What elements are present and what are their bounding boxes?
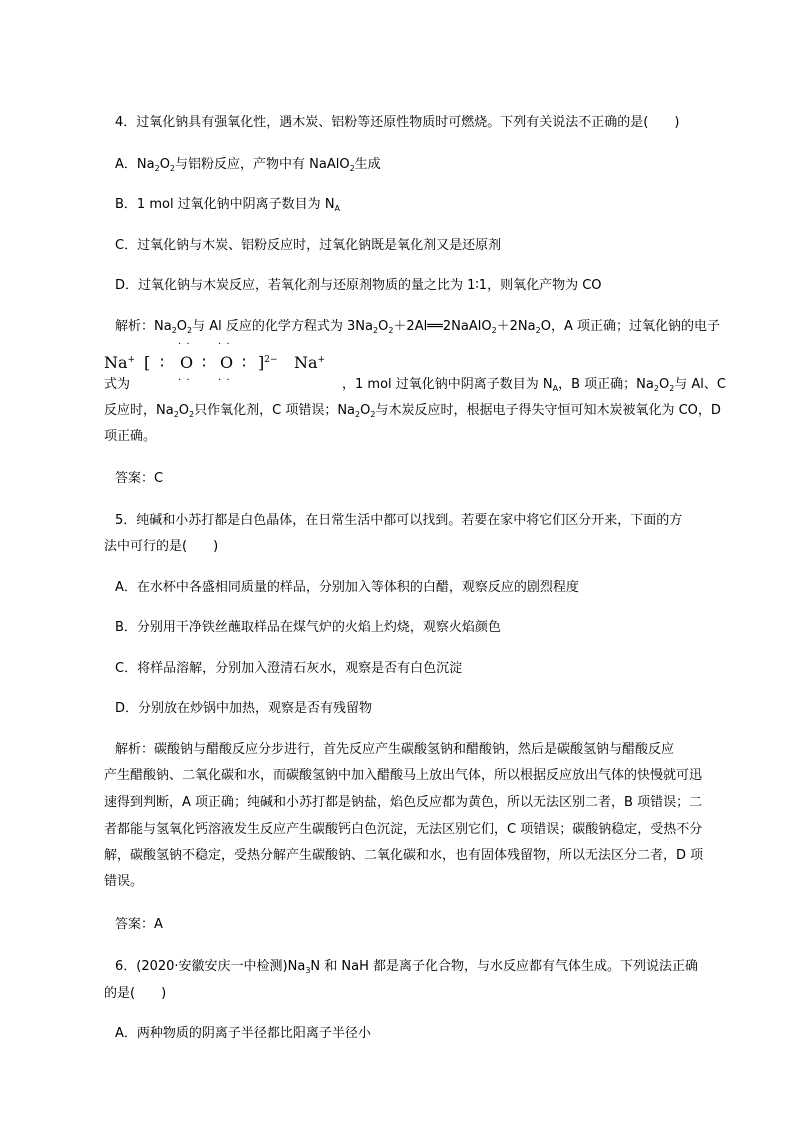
analysis-5-line-2: 产生醋酸钠、二氧化碳和水，而碳酸氢钠中加入醋酸马上放出气体，所以根据反应放出气体的快慢就可迅	[104, 768, 703, 783]
q4-option-a: A．$Na_2O_2$与铝粉反应，产物中有 NaAlO$_2$生成	[115, 157, 381, 173]
q6-option-a: A．两种物质的阴离子半径都比阳离子半径小	[115, 1026, 371, 1041]
left-bracket: [	[144, 353, 151, 372]
analysis-4-line-2a: 式为	[104, 377, 131, 392]
analysis-5-line-3: 速得到判断，A 项正确；纯碱和小苏打都是钠盐，焰色反应都为黄色，所以无法区别二者，B 项错误；二	[104, 795, 703, 810]
q4-stem: 4．过氧化钠具有强氧化性，遇木炭、铝粉等还原性物质时可燃烧。下列有关说法不正确的是( )	[115, 115, 680, 130]
q5-option-b: B．分别用干净铁丝蘸取样品在煤气炉的火焰上灼烧，观察火焰颜色	[115, 620, 501, 635]
analysis-4-line-1: 解析：$Na_2O_2$与 Al 反应的化学方程式为 $3Na_2O_2+2Al══2NaAlO_2+2Na_2O$，A 项正确；过氧化钠的电子	[115, 319, 720, 335]
q6-stem-line-1: 6．(2020·安徽安庆一中检测)$Na_3N$ 和 NaH 都是离子化合物，与水反应都有气体生成。下列说法正确	[115, 959, 699, 975]
q4-option-b: B．1 mol 过氧化钠中阴离子数目为 $N_A$	[115, 197, 341, 213]
q6-stem-line-2: 的是( )	[104, 986, 167, 1001]
electron-pair-2: ∶	[202, 353, 207, 372]
q5-stem-line-2: 法中可行的是( )	[104, 539, 219, 554]
answer-5: 答案：A	[115, 917, 163, 932]
analysis-5-line-6: 错误。	[104, 874, 144, 889]
oxygen-1: O	[180, 353, 194, 372]
electron-formula	[104, 339, 344, 387]
electron-dots-bottom-1: · ·	[178, 375, 191, 386]
answer-4: 答案：C	[115, 471, 164, 486]
sodium-ion-right: Na+	[294, 353, 326, 372]
analysis-5-line-5: 解，碳酸氢钠不稳定，受热分解产生碳酸钠、二氧化碳和水，也有固体残留物，所以无法区分二者，D 项	[104, 848, 704, 863]
analysis-4-line-3: 反应时，$Na_2O_2$只作氧化剂，C 项错误；$Na_2O_2$与木炭反应时，根据电子得失守恒可知木炭被氧化为 CO，D	[104, 403, 721, 419]
q4-option-c: C．过氧化钠与木炭、铝粉反应时，过氧化钠既是氧化剂又是还原剂	[115, 238, 502, 253]
electron-dots-bottom-2: · ·	[218, 375, 231, 386]
q5-option-a: A．在水杯中各盛相同质量的样品，分别加入等体积的白醋，观察反应的剧烈程度	[115, 580, 579, 595]
electron-dots-top-2: · ·	[218, 339, 231, 350]
analysis-4-line-2b: ，1 mol 过氧化钠中阴离子数目为 $N_A$，B 项正确；$Na_2O_2$与 Al、C	[342, 377, 726, 393]
analysis-5-line-4: 者都能与氢氧化钙溶液发生反应产生碳酸钙白色沉淀，无法区别它们，C 项错误；碳酸钠稳定，受热不分	[104, 822, 703, 837]
analysis-5-line-1: 解析：碳酸钠与醋酸反应分步进行，首先反应产生碳酸氢钠和醋酸钠，然后是碳酸氢钠与醋酸反应	[115, 742, 675, 757]
q5-stem-line-1: 5．纯碱和小苏打都是白色晶体，在日常生活中都可以找到。若要在家中将它们区分开来，下面的方	[115, 513, 683, 528]
electron-pair-1: ∶	[160, 353, 165, 372]
q4-option-d: D．过氧化钠与木炭反应，若氧化剂与还原剂物质的量之比为 1∶1，则氧化产物为 CO	[115, 278, 602, 293]
right-bracket: ]$^{2-}$	[258, 353, 278, 372]
q5-option-c: C．将样品溶解，分别加入澄清石灰水，观察是否有白色沉淀	[115, 661, 463, 676]
q5-option-d: D．分别放在炒锅中加热，观察是否有残留物	[115, 701, 373, 716]
sodium-ion-left: Na+	[104, 353, 136, 372]
electron-dots-top-1: · ·	[178, 339, 191, 350]
electron-pair-3: ∶	[242, 353, 247, 372]
analysis-4-line-4: 项正确。	[104, 429, 157, 444]
oxygen-2: O	[220, 353, 234, 372]
